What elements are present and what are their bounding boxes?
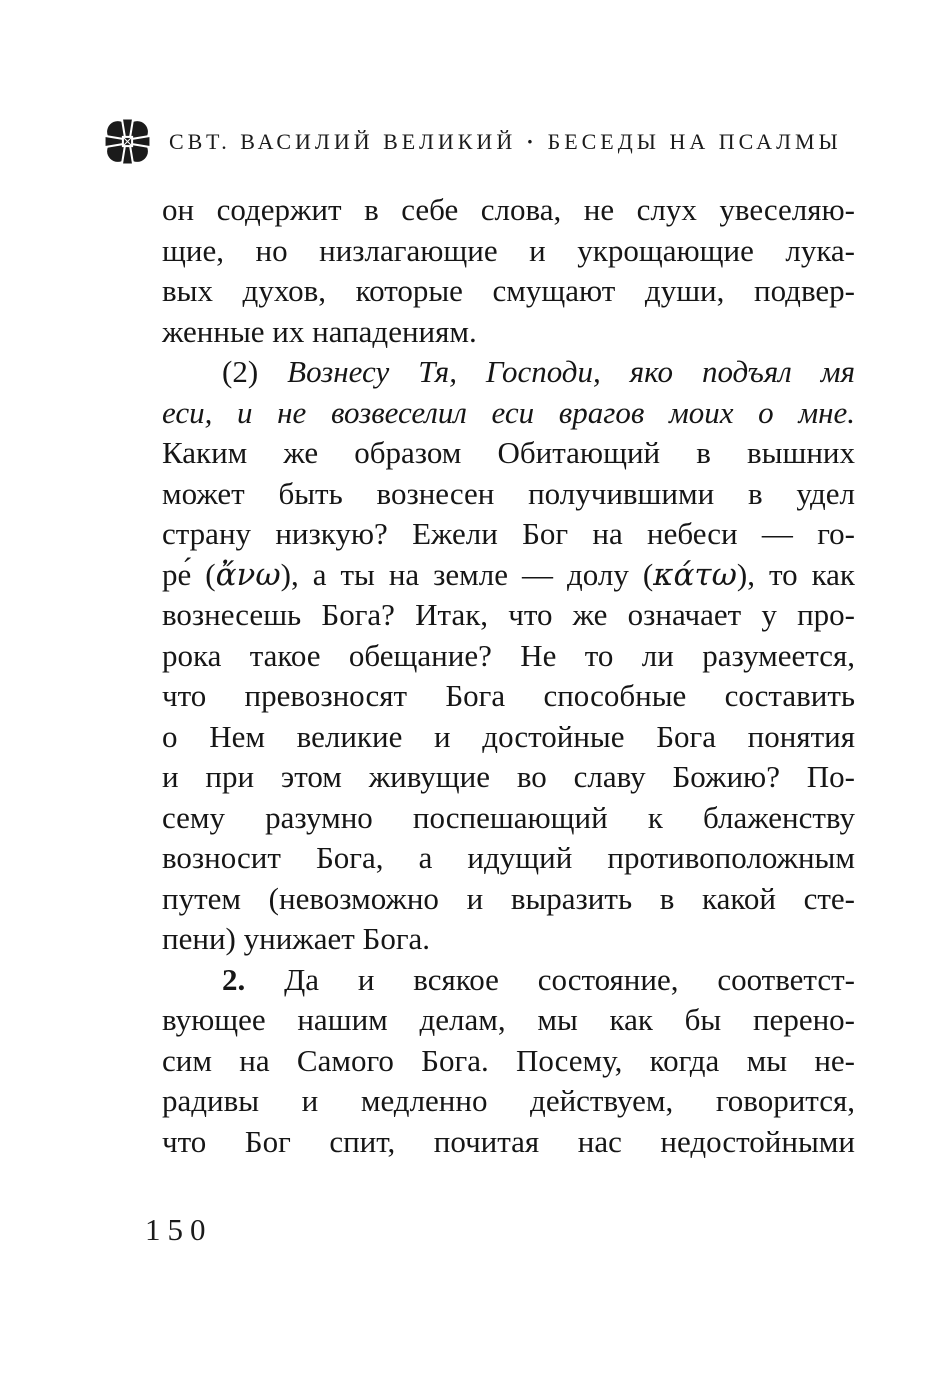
text-line bbox=[162, 231, 855, 272]
section-number: 2. bbox=[222, 961, 246, 997]
body-text-segment: сему разумно поспешающий к блаженству bbox=[162, 799, 855, 835]
page-number: 150 bbox=[145, 1212, 213, 1247]
body-text-segment: пени) унижает Бога. bbox=[162, 921, 431, 956]
body-text-segment: что превозносят Бога способные составить bbox=[162, 678, 855, 713]
text-line bbox=[162, 514, 855, 555]
body-text-segment: что Бог спит, почитая нас недостойными bbox=[162, 1123, 855, 1159]
text-line bbox=[162, 636, 855, 677]
text-line bbox=[162, 1000, 855, 1041]
body-text-segment: вознесешь Бога? Итак, что же означает у про- bbox=[162, 597, 855, 632]
text-line bbox=[162, 555, 855, 596]
text-line bbox=[162, 1122, 855, 1163]
body-text-segment: радивы и медленно действуем, говорится, bbox=[162, 1083, 855, 1118]
text-line bbox=[162, 676, 855, 717]
greek-word: ἄνω bbox=[215, 556, 281, 593]
verse-italic-text: еси, и не возвеселил еси врагов моих о мне. bbox=[162, 394, 855, 430]
body-text-segment: вых духов, которые смущают души, подвер- bbox=[162, 273, 855, 308]
body-text-segment: Да и всякое состояние, соответст- bbox=[245, 961, 855, 997]
running-header-text bbox=[169, 127, 842, 155]
body-text-segment: щие, но низлагающие и укрощающие лука- bbox=[162, 232, 855, 268]
body-text-segment: ), а ты на земле — долу ( bbox=[280, 556, 654, 592]
body-text-segment: (2) bbox=[222, 354, 288, 389]
text-line bbox=[162, 798, 855, 839]
body-text-segment: сим на Самого Бога. Посему, когда мы не- bbox=[162, 1042, 855, 1078]
body-text-segment: возносит Бога, а идущий противоположным bbox=[162, 840, 855, 875]
body-text-segment: путем (невозможно и выразить в какой сте- bbox=[162, 880, 855, 916]
text-line bbox=[162, 717, 855, 758]
header-separator: · bbox=[526, 129, 538, 154]
text-line bbox=[162, 271, 855, 312]
text-line bbox=[162, 190, 855, 231]
verse-italic-text: Вознесу Тя, Господи, яко подъял мя bbox=[287, 354, 855, 389]
body-text-segment: ре́ ( bbox=[162, 556, 216, 592]
cross-ornament-icon bbox=[103, 117, 152, 166]
body-text-segment: рока такое обещание? Не то ли разумеется, bbox=[162, 637, 855, 673]
text-line bbox=[162, 1041, 855, 1082]
text-line bbox=[162, 595, 855, 636]
text-line bbox=[162, 474, 855, 515]
text-line bbox=[162, 757, 855, 798]
body-text-segment: страну низкую? Ежели Бог на небеси — го- bbox=[162, 516, 855, 551]
running-header bbox=[103, 116, 863, 166]
body-text-segment: женные их нападениям. bbox=[162, 313, 477, 349]
greek-word: κάτω bbox=[653, 556, 737, 593]
body-text bbox=[162, 190, 855, 1162]
body-text-segment: может быть вознесен получившими в удел bbox=[162, 475, 855, 511]
body-text-segment: Каким же образом Обитающий в вышних bbox=[162, 435, 855, 470]
text-line bbox=[162, 1081, 855, 1122]
text-line bbox=[162, 960, 855, 1001]
text-line bbox=[162, 312, 855, 353]
body-text-segment: вующее нашим делам, мы как бы перено- bbox=[162, 1002, 855, 1037]
body-text-segment: ), то как bbox=[736, 556, 855, 592]
body-text-segment: и при этом живущие во славу Божию? По- bbox=[162, 759, 855, 794]
text-line bbox=[162, 879, 855, 920]
text-line bbox=[162, 433, 855, 474]
text-line bbox=[162, 919, 855, 960]
text-line bbox=[162, 393, 855, 434]
body-text-segment: он содержит в себе слова, не слух увеселяю- bbox=[162, 192, 855, 227]
body-text-segment: о Нем великие и достойные Бога понятия bbox=[162, 718, 855, 754]
header-author: СВТ. ВАСИЛИЙ ВЕЛИКИЙ bbox=[169, 129, 517, 154]
text-line bbox=[162, 838, 855, 879]
header-book-title: БЕСЕДЫ НА ПСАЛМЫ bbox=[547, 129, 842, 154]
text-line bbox=[162, 352, 855, 393]
